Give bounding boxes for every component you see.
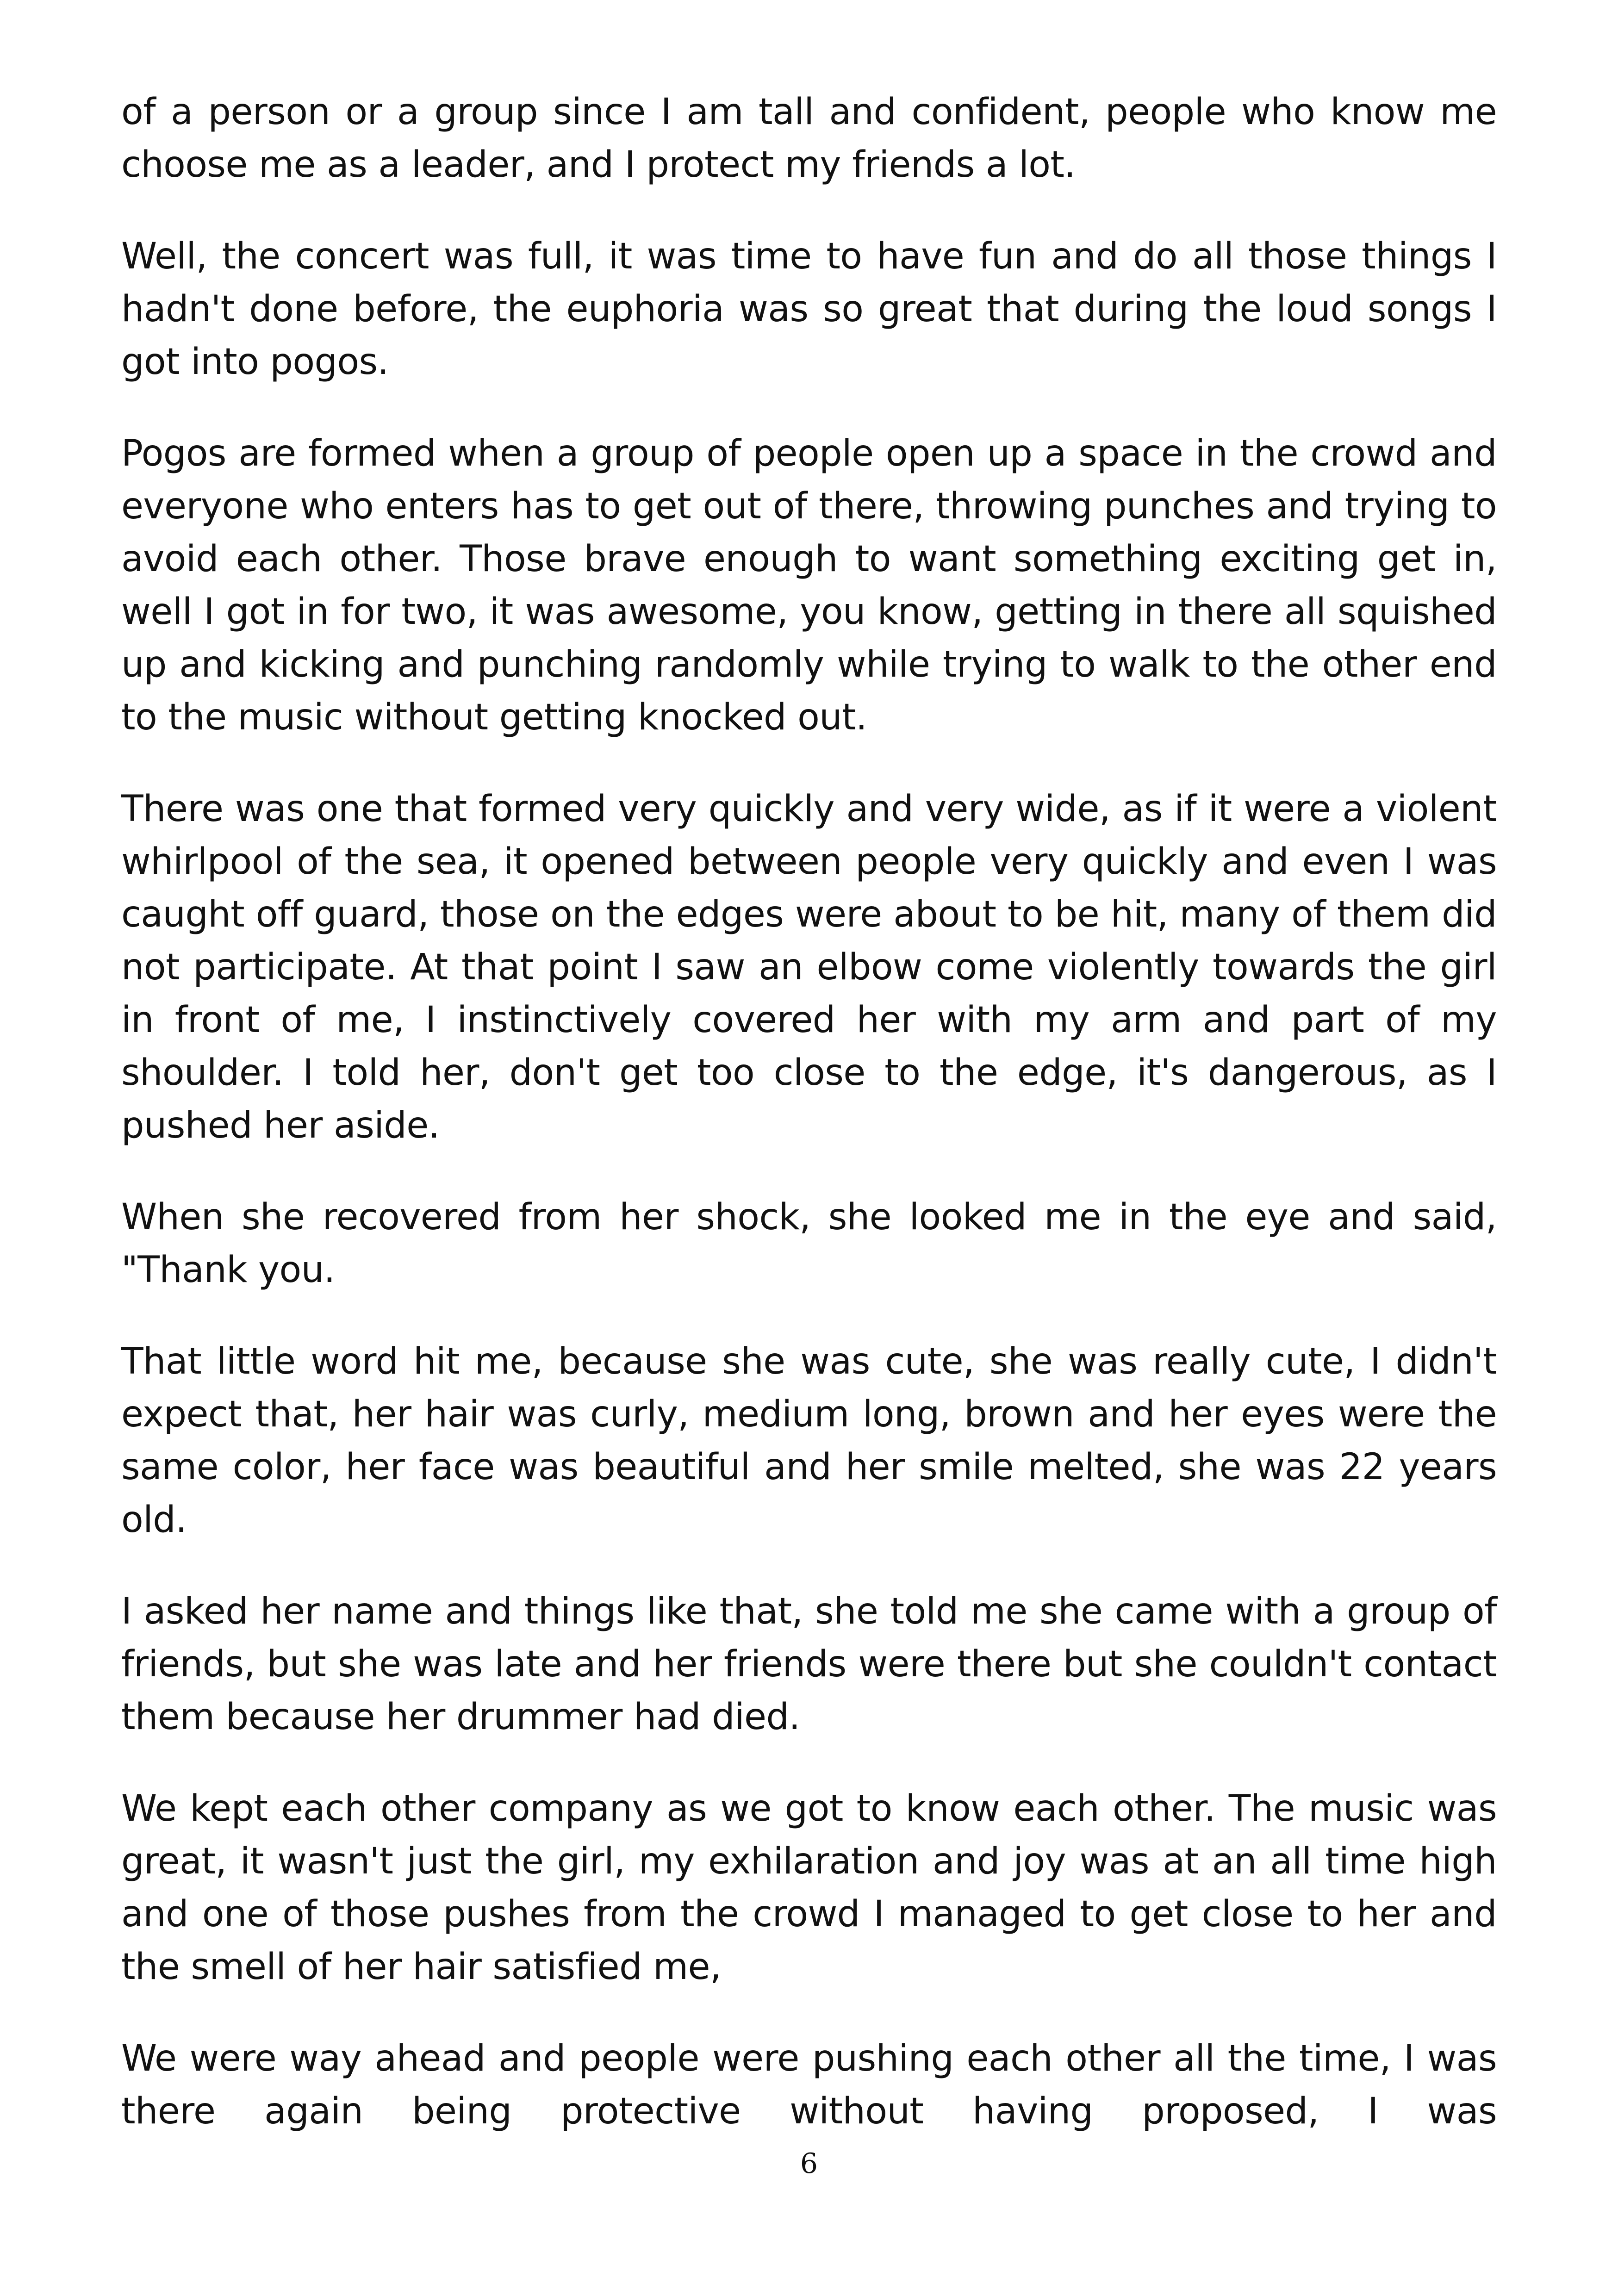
paragraph: There was one that formed very quickly and very wide, as if it were a violent whirlpool of the sea, it opened between people very quickly and even I was caught off guard, those on the edges were about to be hit, many of them did not participate. At that point I saw an elbow come violently towards the girl in front of me, I instinctively covered her with my arm and part of my shoulder. I told her, don't get too close to the edge, it's dangerous, as I pushed her aside. — [121, 788, 1497, 1146]
paragraph: I asked her name and things like that, she told me she came with a group of friends, but she was late and her friends were there but she couldn't contact them because her drummer had died. — [121, 1591, 1497, 1738]
paragraph: We kept each other company as we got to know each other. The music was great, it wasn't just the girl, my exhilaration and joy was at an all time high and one of those pushes from the crowd I managed to get close to her and the smell of her hair satisfied me, — [121, 1788, 1497, 1988]
body-text — [121, 86, 1497, 2138]
paragraph: That little word hit me, because she was cute, she was really cute, I didn't expect that, her hair was curly, medium long, brown and her eyes were the same color, her face was beautiful and her smile melted, she was 22 years old. — [121, 1341, 1497, 1541]
paragraph: We were way ahead and people were pushing each other all the time, I was there again being protective without having proposed, I was — [121, 2038, 1497, 2132]
paragraph: of a person or a group since I am tall and confident, people who know me choose me as a leader, and I protect my friends a lot. — [121, 91, 1497, 186]
paragraph: When she recovered from her shock, she looked me in the eye and said, "Thank you. — [121, 1196, 1497, 1291]
paragraph: Pogos are formed when a group of people open up a space in the crowd and everyone who enters has to get out of there, throwing punches and trying to avoid each other. Those brave enough to want something exciting get in, well I got in for two, it was awesome, you know, getting in there all squished up and kicking and punching randomly while trying to walk to the other end to the music without getting knocked out. — [121, 433, 1497, 738]
paragraph: Well, the concert was full, it was time to have fun and do all those things I hadn't done before, the euphoria was so great that during the loud songs I got into pogos. — [121, 236, 1497, 383]
page-number: 6 — [800, 2147, 818, 2180]
